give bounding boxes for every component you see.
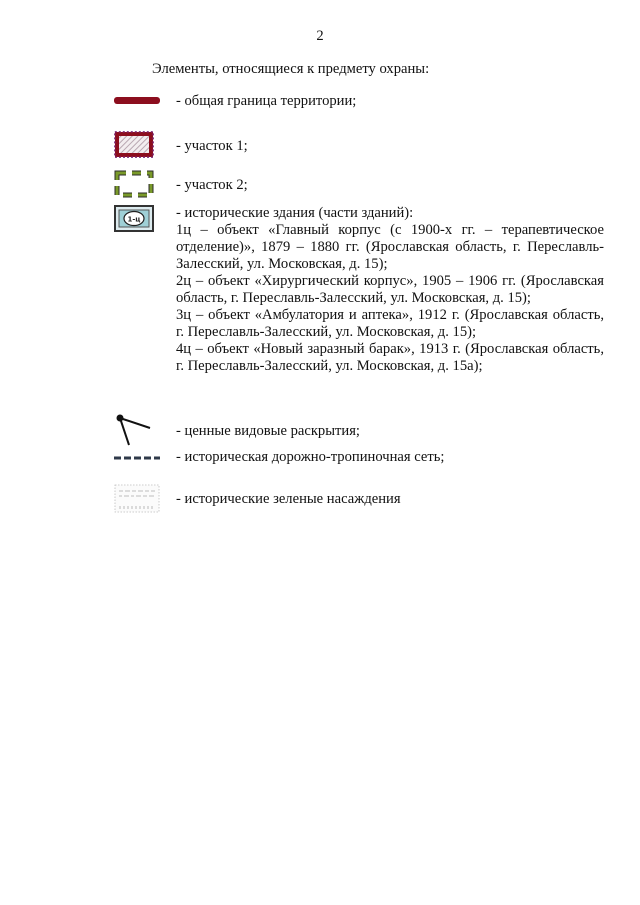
historic-building-icon	[114, 205, 154, 232]
road-network-dashed-icon	[114, 456, 160, 460]
boundary-line-icon	[114, 97, 160, 104]
building-item-2: 2ц – объект «Хирургический корпус», 1905 – 1906 гг. (Ярославская область, г. Переславль-Залесский, ул. Московская, д. 15);	[176, 273, 604, 306]
legend-row-greenery	[114, 484, 614, 518]
legend-label-boundary: - общая граница территории;	[176, 93, 357, 109]
section-heading: Элементы, относящиеся к предмету охраны:	[152, 61, 430, 77]
legend-row-buildings	[114, 205, 614, 395]
greenery-pattern-icon	[114, 484, 160, 514]
page-number: 2	[316, 28, 324, 44]
legend-label-roads: - историческая дорожно-тропиночная сеть;	[176, 449, 445, 465]
building-item-1: 1ц – объект «Главный корпус (с 1900-х гг. – терапевтическое отделение)», 1879 – 1880 гг. (Ярославская область, г. Переславль-Залесский, ул. Московская, д. 15);	[176, 222, 604, 272]
legend-row-site1	[114, 131, 614, 161]
legend-row-views	[114, 412, 614, 452]
legend-label-buildings: - исторические здания (части зданий):	[176, 205, 414, 221]
view-disclosure-icon	[114, 412, 154, 448]
site2-dashed-icon	[114, 170, 154, 198]
site1-hatched-icon	[114, 131, 154, 158]
legend-label-site2: - участок 2;	[176, 177, 248, 193]
legend-row-roads	[114, 448, 614, 470]
legend-label-views: - ценные видовые раскрытия;	[176, 423, 360, 439]
legend-label-greenery: - исторические зеленые насаждения	[176, 491, 401, 507]
legend-row-site2	[114, 170, 614, 200]
building-item-3: 3ц – объект «Амбулатория и аптека», 1912 г. (Ярославская область, г. Переславль-Залесский, ул. Московская, д. 15);	[176, 307, 604, 340]
building-badge-label: 1-ц	[127, 215, 141, 224]
legend-label-site1: - участок 1;	[176, 138, 248, 154]
legend-row-boundary	[114, 93, 614, 113]
building-item-4: 4ц – объект «Новый заразный барак», 1913 г. (Ярославская область, г. Переславль-Залесский, ул. Московская, д. 15а);	[176, 341, 604, 374]
building-list	[176, 222, 604, 375]
